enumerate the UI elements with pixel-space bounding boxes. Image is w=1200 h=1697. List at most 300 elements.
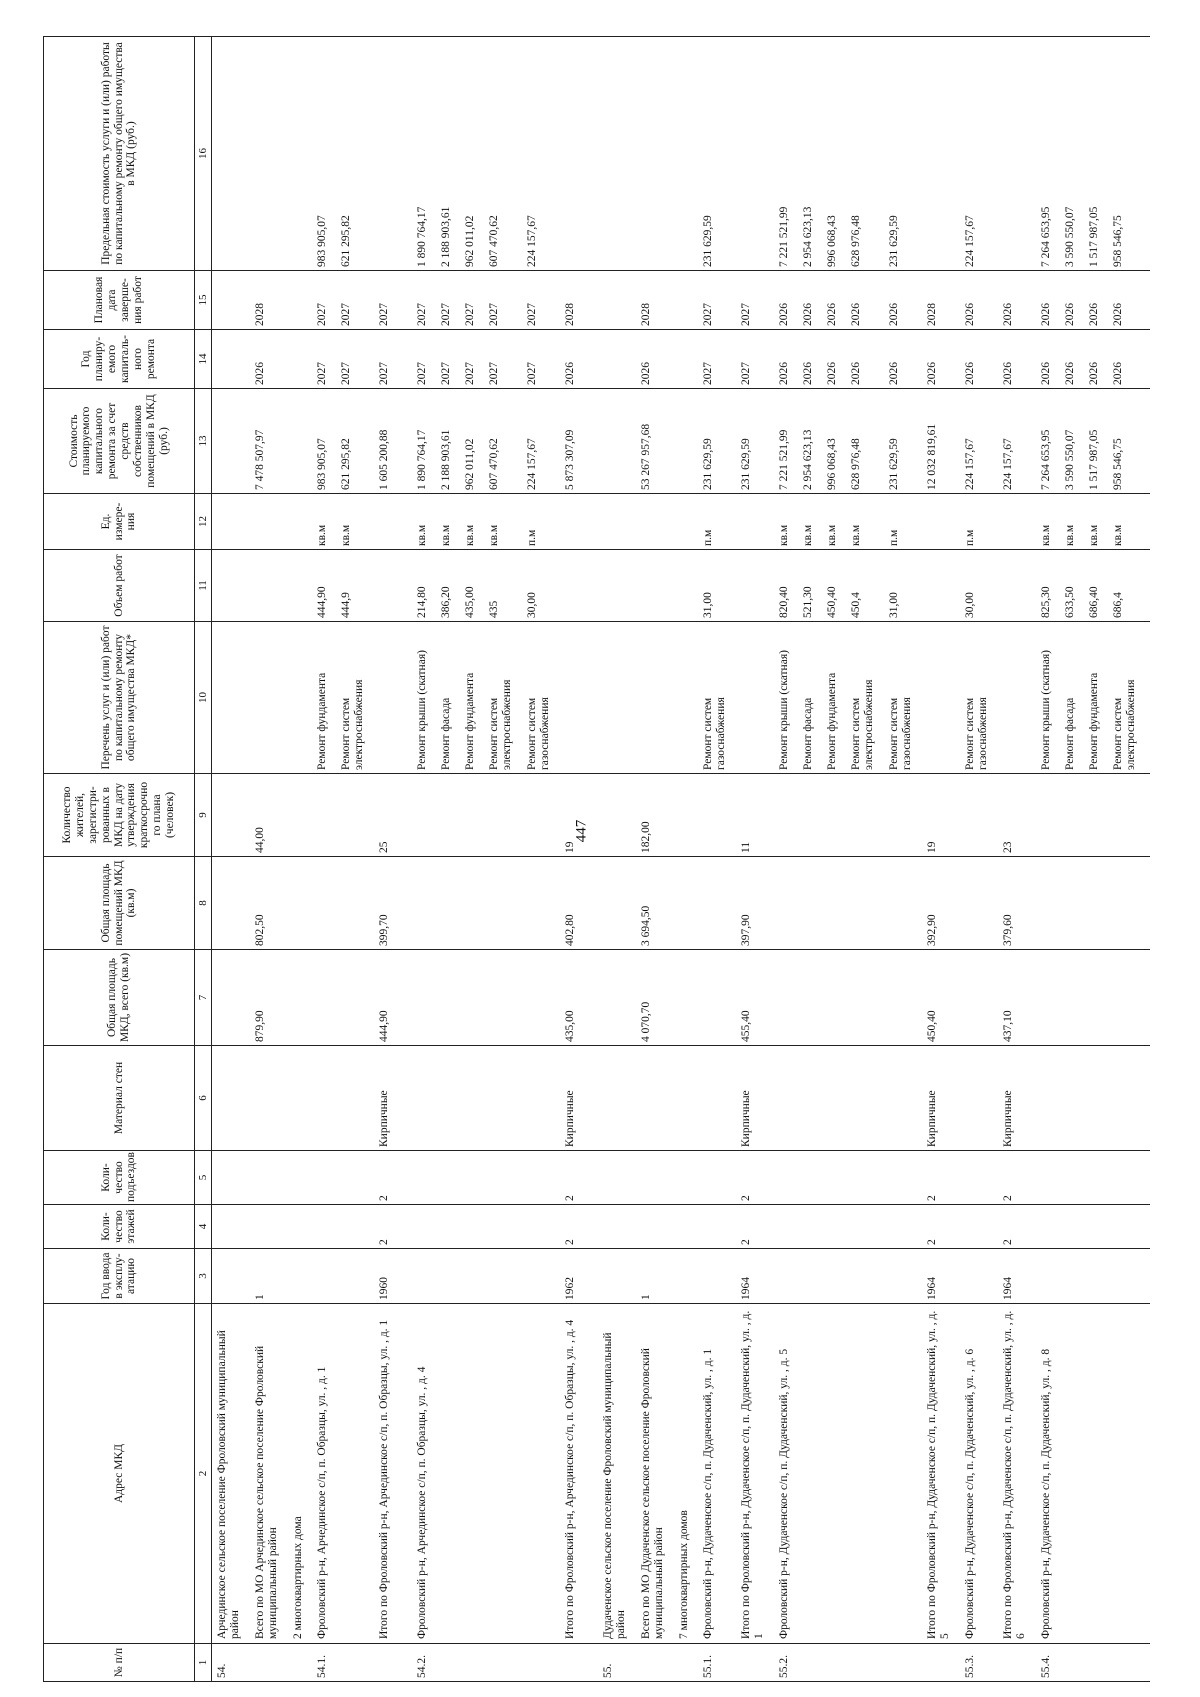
cell-done — [602, 274, 640, 326]
cell-area2: 379,60 — [1002, 914, 1014, 946]
cell-plan: 2027 — [416, 362, 428, 385]
cell-wall — [826, 1049, 850, 1147]
column-number-14: 14 — [195, 330, 212, 389]
cell-addr: Итого по Фроловский р-н, Арчединское с/п, п. Образцы, ул. , д. 1 — [378, 1319, 390, 1639]
cell-entr — [888, 1154, 926, 1201]
cell-vol: 386,20 — [440, 586, 452, 618]
cell-area — [964, 953, 1002, 1042]
cell-unit: кв.м — [778, 524, 790, 546]
cell-entr — [1112, 1154, 1150, 1201]
cell-vol — [564, 553, 602, 618]
column-number-12: 12 — [195, 494, 212, 550]
cell-work: Ремонт крыши (скатная) — [1040, 650, 1052, 770]
cell-num: 55.1. — [702, 1655, 714, 1678]
cell-vol: 214,80 — [416, 586, 428, 618]
col-volume — [212, 550, 1151, 622]
cell-area — [216, 953, 254, 1042]
cell-people — [416, 777, 440, 853]
cell-floors: 2 — [564, 1239, 576, 1245]
cell-year: 1964 — [926, 1277, 938, 1300]
cell-cost: 1 890 764,17 — [416, 429, 428, 490]
cell-area2: 802,50 — [254, 914, 266, 946]
cell-unit — [678, 497, 702, 546]
cell-area — [526, 953, 564, 1042]
cell-addr: Фроловский р-н, Дудаченское с/п, п. Дудаченский, ул. , д. 6 — [964, 1348, 976, 1639]
cell-plan — [678, 333, 702, 385]
cell-done: 2027 — [488, 303, 500, 326]
cell-year — [488, 1252, 526, 1300]
cell-area2 — [292, 860, 316, 946]
cell-done: 2026 — [964, 303, 976, 326]
column-number-4: 4 — [195, 1205, 212, 1249]
cell-cost: 5 873 307,09 — [564, 429, 576, 490]
cell-entr — [292, 1154, 316, 1201]
cell-addr — [826, 1307, 850, 1639]
cell-work: Ремонт фасада — [1064, 697, 1076, 770]
cell-unit — [740, 497, 778, 546]
cell-area2: 397,90 — [740, 914, 752, 946]
cell-limit — [254, 40, 292, 267]
cell-addr: Итого по Фроловский р-н, Дудаченское с/п, п. Дудаченский, ул. , д. 1 — [740, 1310, 765, 1639]
cell-entr — [640, 1154, 678, 1201]
cell-work — [1002, 625, 1040, 770]
col-address — [212, 1304, 1151, 1644]
cell-area — [602, 953, 640, 1042]
cell-done — [678, 274, 702, 326]
cell-area — [316, 953, 340, 1042]
cell-wall: Кирпичные — [740, 1090, 752, 1147]
column-header-3: Год ввода в эксплу-атацию — [44, 1249, 195, 1304]
cell-cost: 1 605 200,88 — [378, 429, 390, 490]
cell-area: 444,90 — [378, 1010, 390, 1042]
cell-wall — [440, 1049, 464, 1147]
cell-cost: 224 157,67 — [1002, 438, 1014, 490]
cell-people — [1040, 777, 1064, 853]
cell-floors — [678, 1208, 702, 1245]
cell-entr: 2 — [564, 1195, 576, 1201]
cell-wall: Кирпичные — [1002, 1090, 1014, 1147]
cell-floors — [416, 1208, 440, 1245]
cell-cost: 607 470,62 — [488, 438, 500, 490]
cell-cost — [216, 392, 254, 490]
column-header-16: Предельная стоимость услуги и (или) работы по капитальному ремонту общего имущества в МКД (руб.) — [44, 37, 195, 271]
cell-num — [640, 1647, 678, 1678]
cell-num: 54.1. — [316, 1655, 328, 1678]
cell-vol — [216, 553, 254, 618]
cell-work — [640, 625, 678, 770]
cell-area: 455,40 — [740, 1010, 752, 1042]
cell-limit — [678, 40, 702, 267]
col-residents — [212, 774, 1151, 857]
cell-limit: 1 890 764,17 — [416, 206, 428, 267]
cell-work: Ремонт систем газоснабжения — [964, 697, 989, 770]
cell-cost — [678, 392, 702, 490]
cell-addr: Всего по МО Арчединское сельское поселение Фроловский муниципальный район — [254, 1345, 279, 1639]
col-floors — [212, 1205, 1151, 1249]
cell-done: 2028 — [640, 303, 652, 326]
cell-wall — [678, 1049, 702, 1147]
cell-unit: кв.м — [1112, 524, 1124, 546]
cell-year — [340, 1252, 378, 1300]
cell-work — [740, 625, 778, 770]
cell-work: Ремонт крыши (скатная) — [416, 650, 428, 770]
cell-cost: 7 264 653,95 — [1040, 429, 1052, 490]
cell-year: 1 — [254, 1294, 266, 1300]
cell-people — [440, 777, 464, 853]
cell-vol — [678, 553, 702, 618]
cell-done: 2027 — [740, 303, 752, 326]
cell-work: Ремонт фасада — [802, 697, 814, 770]
cell-year — [526, 1252, 564, 1300]
cell-area: 450,40 — [926, 1010, 938, 1042]
cell-area: 879,90 — [254, 1010, 266, 1042]
cell-num — [826, 1647, 850, 1678]
cell-area — [826, 953, 850, 1042]
cell-num — [888, 1647, 926, 1678]
cell-area — [464, 953, 488, 1042]
cell-vol — [640, 553, 678, 618]
cell-vol: 31,00 — [888, 592, 900, 618]
cell-year — [602, 1252, 640, 1300]
cell-limit: 231 629,59 — [702, 215, 714, 267]
cell-people — [464, 777, 488, 853]
page-number: 447 — [573, 819, 590, 843]
cell-limit: 7 264 653,95 — [1040, 206, 1052, 267]
column-header-11: Объем работ — [44, 550, 195, 622]
cell-plan: 2026 — [926, 362, 938, 385]
cell-vol: 435 — [488, 600, 500, 618]
cell-num: 54. — [216, 1663, 228, 1678]
cell-floors — [464, 1208, 488, 1245]
cell-wall — [640, 1049, 678, 1147]
cell-plan: 2026 — [254, 362, 266, 385]
cell-work — [602, 625, 640, 770]
cell-done: 2027 — [440, 303, 452, 326]
cell-wall — [254, 1049, 292, 1147]
cell-unit — [378, 497, 416, 546]
column-number-3: 3 — [195, 1249, 212, 1304]
cell-wall: Кирпичные — [378, 1090, 390, 1147]
cell-work: Ремонт фундамента — [316, 672, 328, 770]
cell-limit: 3 590 550,07 — [1064, 206, 1076, 267]
cell-area2 — [340, 860, 378, 946]
cell-limit — [378, 40, 416, 267]
cell-num — [1088, 1647, 1112, 1678]
column-number-10: 10 — [195, 622, 212, 774]
cell-entr — [416, 1154, 440, 1201]
cell-area2 — [216, 860, 254, 946]
cell-cost — [292, 392, 316, 490]
cell-year — [464, 1252, 488, 1300]
cell-plan: 2027 — [340, 362, 352, 385]
cell-entr — [464, 1154, 488, 1201]
cell-work: Ремонт фундамента — [826, 672, 838, 770]
cell-people — [778, 777, 802, 853]
col-entrances — [212, 1151, 1151, 1205]
cell-addr — [488, 1307, 526, 1639]
cell-people — [340, 777, 378, 853]
cell-cost: 2 188 903,61 — [440, 429, 452, 490]
cell-unit: кв.м — [464, 524, 476, 546]
column-header-9: Количество жителей, зарегистри-рованных в МКД на дату утверждения краткосрочно го плана (человек) — [44, 774, 195, 857]
cell-addr — [526, 1307, 564, 1639]
cell-year — [802, 1252, 826, 1300]
cell-area2 — [602, 860, 640, 946]
cell-floors — [826, 1208, 850, 1245]
cell-floors — [802, 1208, 826, 1245]
cell-wall — [850, 1049, 888, 1147]
cell-wall — [216, 1049, 254, 1147]
cell-done: 2026 — [826, 303, 838, 326]
cell-floors: 2 — [926, 1239, 938, 1245]
cell-wall — [802, 1049, 826, 1147]
repair-plan-table — [43, 36, 1150, 1682]
cell-area2 — [464, 860, 488, 946]
cell-year — [850, 1252, 888, 1300]
cell-year — [826, 1252, 850, 1300]
cell-floors — [778, 1208, 802, 1245]
data-block — [212, 37, 1151, 1682]
cell-wall — [416, 1049, 440, 1147]
column-header-6: Материал стен — [44, 1046, 195, 1151]
cell-work: Ремонт систем газоснабжения — [526, 697, 551, 770]
cell-floors — [254, 1208, 292, 1245]
cell-cost: 958 546,75 — [1112, 438, 1124, 490]
cell-plan: 2027 — [316, 362, 328, 385]
cell-plan: 2026 — [778, 362, 790, 385]
column-header-4: Коли-чество этажей — [44, 1205, 195, 1249]
cell-vol: 450,4 — [850, 592, 862, 618]
cell-area — [702, 953, 740, 1042]
column-number-7: 7 — [195, 950, 212, 1046]
cell-year — [1040, 1252, 1064, 1300]
cell-plan: 2027 — [378, 362, 390, 385]
cell-num — [488, 1647, 526, 1678]
cell-entr — [440, 1154, 464, 1201]
cell-vol: 444,9 — [340, 592, 352, 618]
column-number-1: 1 — [195, 1644, 212, 1682]
column-header-15: Плановая дата заверше-ния работ — [44, 271, 195, 330]
column-header-10: Перечень услуг и (или) работ по капитальному ремонту общего имущества МКД* — [44, 622, 195, 774]
cell-floors — [640, 1208, 678, 1245]
cell-unit: кв.м — [1040, 524, 1052, 546]
column-number-15: 15 — [195, 271, 212, 330]
cell-area — [778, 953, 802, 1042]
cell-wall — [1040, 1049, 1064, 1147]
cell-area2: 392,90 — [926, 914, 938, 946]
cell-vol: 30,00 — [964, 592, 976, 618]
cell-area — [802, 953, 826, 1042]
cell-num: 55.4. — [1040, 1655, 1052, 1678]
cell-floors — [1088, 1208, 1112, 1245]
cell-addr — [340, 1307, 378, 1639]
cell-work: Ремонт систем газоснабжения — [702, 697, 727, 770]
cell-entr — [216, 1154, 254, 1201]
col-plan-year — [212, 330, 1151, 389]
cell-limit: 958 546,75 — [1112, 215, 1124, 267]
cell-area: 4 070,70 — [640, 1001, 652, 1042]
cell-entr — [778, 1154, 802, 1201]
cell-people: 182,00 — [640, 821, 652, 853]
cell-work — [292, 625, 316, 770]
column-number-9: 9 — [195, 774, 212, 857]
cell-entr — [488, 1154, 526, 1201]
cell-people: 11 — [740, 841, 752, 853]
cell-addr: 2 многоквартирных дома — [292, 1516, 304, 1639]
cell-area — [1040, 953, 1064, 1042]
cell-done: 2026 — [1088, 303, 1100, 326]
column-header-5: Коли-чество подъездов — [44, 1151, 195, 1205]
cell-year: 1 — [640, 1294, 652, 1300]
cell-unit: кв.м — [1064, 524, 1076, 546]
column-header-1: № п/п — [44, 1644, 195, 1682]
cell-entr — [1040, 1154, 1064, 1201]
cell-plan: 2026 — [850, 362, 862, 385]
cell-area — [340, 953, 378, 1042]
cell-area — [1088, 953, 1112, 1042]
cell-limit — [602, 40, 640, 267]
cell-people — [850, 777, 888, 853]
cell-done: 2026 — [1002, 303, 1014, 326]
cell-work: Ремонт фасада — [440, 697, 452, 770]
cell-cost: 224 157,67 — [526, 438, 538, 490]
cell-entr: 2 — [740, 1195, 752, 1201]
cell-people — [526, 777, 564, 853]
cell-area2 — [1040, 860, 1064, 946]
cell-area — [678, 953, 702, 1042]
cell-plan: 2027 — [440, 362, 452, 385]
cell-wall: Кирпичные — [926, 1090, 938, 1147]
cell-floors — [488, 1208, 526, 1245]
cell-work: Ремонт систем электроснабжения — [1112, 679, 1137, 770]
cell-done: 2027 — [416, 303, 428, 326]
cell-limit: 628 976,48 — [850, 215, 862, 267]
cell-people: 23 — [1002, 841, 1014, 853]
col-num — [212, 1644, 1151, 1682]
cell-work — [378, 625, 416, 770]
cell-addr: Фроловский р-н, Арчединское с/п, п. Образцы, ул. , д. 4 — [416, 1366, 428, 1639]
cell-floors — [526, 1208, 564, 1245]
cell-num — [1112, 1647, 1150, 1678]
column-number-13: 13 — [195, 389, 212, 494]
cell-unit — [564, 497, 602, 546]
cell-plan: 2026 — [564, 362, 576, 385]
cell-done: 2026 — [1112, 303, 1124, 326]
cell-year — [416, 1252, 440, 1300]
cell-unit — [1002, 497, 1040, 546]
cell-cost: 12 032 819,61 — [926, 423, 938, 490]
cell-wall — [316, 1049, 340, 1147]
col-wall-material — [212, 1046, 1151, 1151]
cell-entr — [1064, 1154, 1088, 1201]
cell-unit: п.м — [526, 529, 538, 546]
cell-addr — [802, 1307, 826, 1639]
cell-plan: 2026 — [1088, 362, 1100, 385]
cell-year — [702, 1252, 740, 1300]
cell-area — [488, 953, 526, 1042]
cell-limit: 621 295,82 — [340, 215, 352, 267]
cell-work — [216, 625, 254, 770]
cell-cost: 7 221 521,99 — [778, 429, 790, 490]
cell-vol — [740, 553, 778, 618]
cell-floors: 2 — [1002, 1239, 1014, 1245]
cell-floors — [702, 1208, 740, 1245]
cell-plan: 2026 — [826, 362, 838, 385]
cell-entr: 2 — [378, 1195, 390, 1201]
cell-work: Ремонт фундамента — [464, 672, 476, 770]
cell-wall — [1064, 1049, 1088, 1147]
cell-year — [888, 1252, 926, 1300]
cell-num — [1002, 1647, 1040, 1678]
cell-area2: 402,80 — [564, 914, 576, 946]
cell-num — [254, 1647, 292, 1678]
cell-area2 — [488, 860, 526, 946]
cell-num — [526, 1647, 564, 1678]
cell-cost: 231 629,59 — [888, 438, 900, 490]
cell-unit: кв.м — [850, 524, 862, 546]
cell-num: 55.2. — [778, 1655, 790, 1678]
cell-cost: 224 157,67 — [964, 438, 976, 490]
col-cost — [212, 389, 1151, 494]
cell-wall — [526, 1049, 564, 1147]
cell-year: 1964 — [1002, 1277, 1014, 1300]
cell-unit — [602, 497, 640, 546]
cell-area — [416, 953, 440, 1042]
cell-done — [292, 274, 316, 326]
cell-floors — [888, 1208, 926, 1245]
cell-people — [826, 777, 850, 853]
cell-area2 — [678, 860, 702, 946]
cell-floors: 2 — [378, 1239, 390, 1245]
cell-area2 — [1064, 860, 1088, 946]
cell-floors — [292, 1208, 316, 1245]
cell-cost: 1 517 987,05 — [1088, 429, 1100, 490]
column-header-8: Общая площадь помещений МКД (кв.м) — [44, 857, 195, 950]
cell-cost: 962 011,02 — [464, 438, 476, 490]
cell-work — [926, 625, 964, 770]
cell-vol — [292, 553, 316, 618]
cell-vol: 450,40 — [826, 586, 838, 618]
cell-vol: 825,30 — [1040, 586, 1052, 618]
cell-addr: Всего по МО Дудаченское сельское поселение Фроловский муниципальный район — [640, 1348, 665, 1639]
column-header-14: Год планиру-емого капиталь-ного ремонта — [44, 330, 195, 389]
cell-floors — [1040, 1208, 1064, 1245]
cell-limit — [564, 40, 602, 267]
col-unit — [212, 494, 1151, 550]
cell-done: 2026 — [778, 303, 790, 326]
cell-cost: 231 629,59 — [702, 438, 714, 490]
cell-addr: Итого по Фроловский р-н, Дудаченское с/п, п. Дудаченский, ул. , д. 6 — [1002, 1310, 1027, 1639]
cell-limit: 231 629,59 — [888, 215, 900, 267]
cell-plan — [216, 333, 254, 385]
cell-limit — [640, 40, 678, 267]
cell-year — [1112, 1252, 1150, 1300]
cell-people — [602, 777, 640, 853]
column-number-8: 8 — [195, 857, 212, 950]
cell-floors — [964, 1208, 1002, 1245]
col-limit-cost — [212, 37, 1151, 271]
cell-wall: Кирпичные — [564, 1090, 576, 1147]
cell-limit: 224 157,67 — [964, 215, 976, 267]
cell-area2 — [1088, 860, 1112, 946]
cell-limit: 2 954 623,13 — [802, 206, 814, 267]
column-number-row — [195, 37, 212, 1682]
cell-limit: 962 011,02 — [464, 215, 476, 267]
cell-year — [1064, 1252, 1088, 1300]
cell-vol: 633,50 — [1064, 586, 1076, 618]
cell-vol: 521,30 — [802, 586, 814, 618]
cell-cost: 3 590 550,07 — [1064, 429, 1076, 490]
